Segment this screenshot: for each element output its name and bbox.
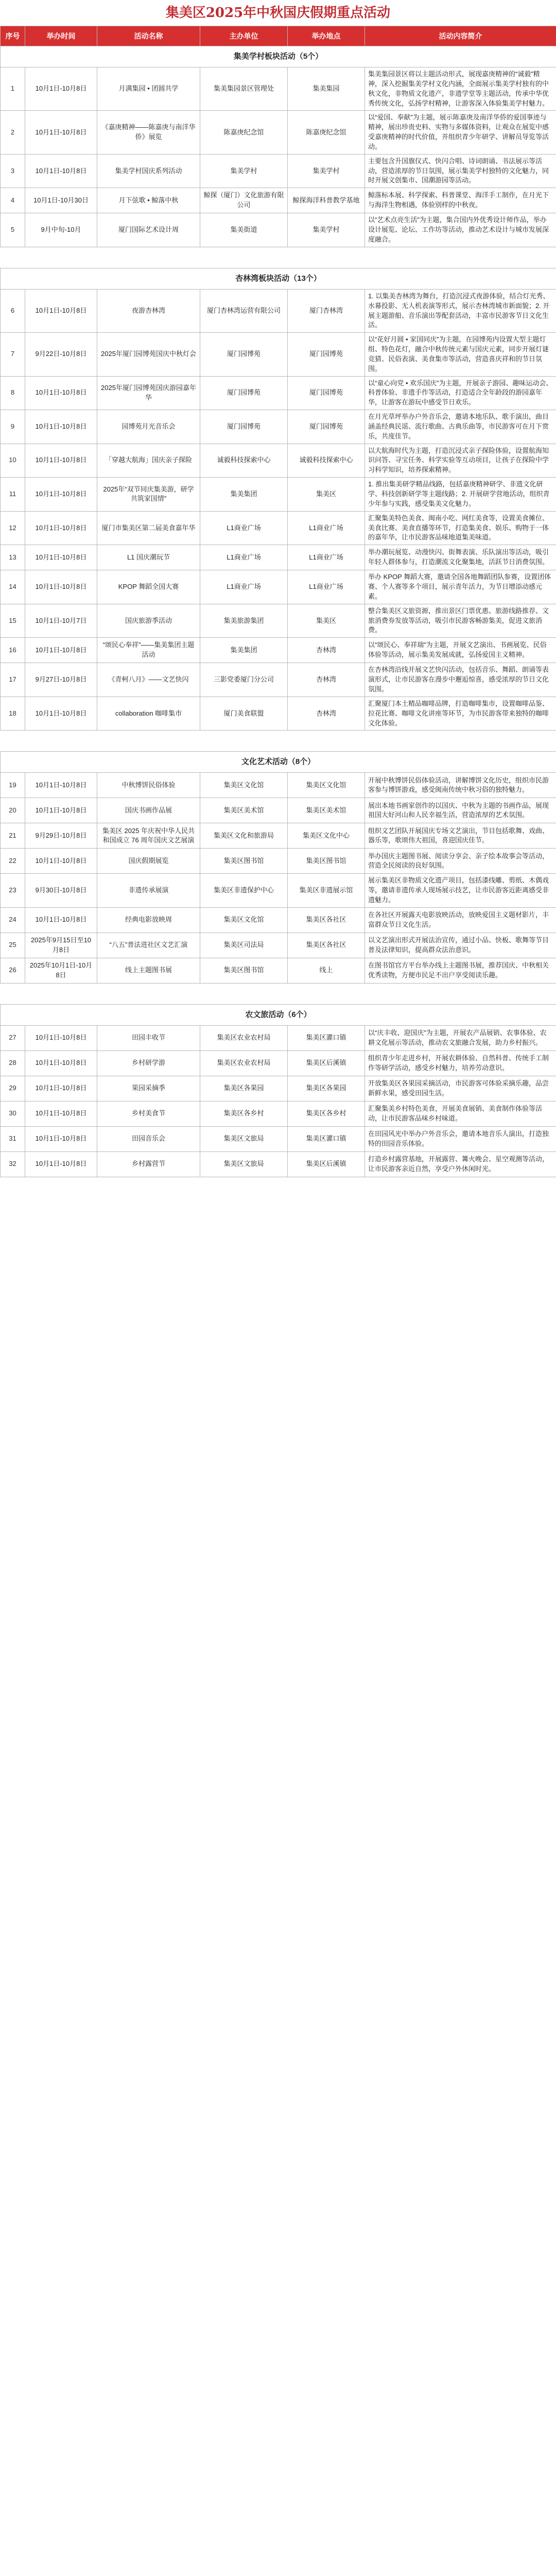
cell-name: L1 国庆潮玩节	[97, 545, 200, 570]
cell-desc: 汇聚集美乡村特色美食，开展美食展销、美食制作体验等活动，让市民游客品味乡村味道。	[365, 1101, 556, 1126]
section-gap-cell	[1, 247, 556, 268]
cell-unit: 集美区农业农村局	[200, 1050, 288, 1076]
cell-name: 夜游杏林湾	[97, 289, 200, 332]
document-page	[0, 0, 556, 1177]
cell-unit: 三影党委厦门分公司	[200, 663, 288, 697]
section-heading-row	[1, 1004, 556, 1025]
cell-place: L1商业广场	[288, 545, 365, 570]
cell-name: 2025年厦门园博苑国庆游园嘉年华	[97, 376, 200, 410]
cell-place: 集美区文化馆	[288, 773, 365, 798]
cell-name: 乡村美食节	[97, 1101, 200, 1126]
cell-no: 17	[1, 663, 25, 697]
table-row	[1, 545, 556, 570]
cell-desc: 打造乡村露营基地，开展露营、篝火晚会、星空观测等活动，让市民游客亲近自然，享受户外休闲时光。	[365, 1151, 556, 1177]
cell-time: 10月1日-10月8日	[25, 410, 97, 444]
cell-no: 21	[1, 823, 25, 849]
cell-time: 10月1日-10月8日	[25, 154, 97, 188]
cell-unit: 集美旅游集团	[200, 604, 288, 638]
cell-time: 10月1日-10月8日	[25, 849, 97, 874]
cell-no: 15	[1, 604, 25, 638]
cell-place: 杏林湾	[288, 663, 365, 697]
cell-name: 厦门国际艺术设计周	[97, 213, 200, 247]
cell-desc: 开放集美区各果园采摘活动，市民游客可体验采摘乐趣，品尝新鲜水果，感受田园生活。	[365, 1076, 556, 1101]
cell-desc: 组织青少年走进乡村，开展农耕体验、自然科普、传统手工制作等研学活动，感受乡村魅力，培养劳动意识。	[365, 1050, 556, 1076]
section-heading-row	[1, 752, 556, 773]
cell-place: 集美区各社区	[288, 907, 365, 933]
cell-time: 10月1日-10月8日	[25, 697, 97, 731]
cell-no: 12	[1, 511, 25, 545]
table-row	[1, 798, 556, 823]
cell-desc: 以大航海时代为主题，打造沉浸式亲子探险体验，设置航海知识问答、寻宝任务、科学实验等互动项目，让孩子在探险中学习科学知识，培养探索精神。	[365, 444, 556, 478]
cell-name: 中秋博饼民俗体验	[97, 773, 200, 798]
cell-unit: 集美区农业农村局	[200, 1025, 288, 1050]
cell-unit: 集美集园景区管理处	[200, 67, 288, 111]
cell-desc: 鲸落标本展、科学探索、科普课堂、海洋手工制作，在月光下与海洋生物相遇，体验别样的中秋夜。	[365, 188, 556, 213]
cell-no: 4	[1, 188, 25, 213]
cell-no: 3	[1, 154, 25, 188]
section-heading: 文化艺术活动（8个）	[1, 752, 556, 773]
cell-place: 厦门园博苑	[288, 410, 365, 444]
cell-place: 集美集园	[288, 67, 365, 111]
cell-name: 厦门市集美区第二届美食嘉年华	[97, 511, 200, 545]
cell-time: 10月1日-10月8日	[25, 478, 97, 512]
cell-name: 乡村露营节	[97, 1151, 200, 1177]
cell-no: 28	[1, 1050, 25, 1076]
cell-no: 32	[1, 1151, 25, 1177]
cell-place: 集美区灌口镇	[288, 1025, 365, 1050]
table-row	[1, 823, 556, 849]
cell-name: 国庆假期展览	[97, 849, 200, 874]
table-row	[1, 958, 556, 983]
section-heading-row	[1, 268, 556, 289]
table-row	[1, 333, 556, 376]
cell-no: 31	[1, 1126, 25, 1151]
cell-unit: 集美区文旅局	[200, 1126, 288, 1151]
cell-time: 10月1日-10月8日	[25, 1050, 97, 1076]
table-row	[1, 570, 556, 604]
table-row	[1, 849, 556, 874]
cell-time: 10月1日-10月8日	[25, 798, 97, 823]
table-row	[1, 1076, 556, 1101]
section-gap-cell	[1, 731, 556, 752]
cell-unit: 集美区司法局	[200, 933, 288, 958]
cell-no: 5	[1, 213, 25, 247]
cell-place: L1商业广场	[288, 570, 365, 604]
cell-name: 田园音乐会	[97, 1126, 200, 1151]
section-heading: 农文旅活动（6个）	[1, 1004, 556, 1025]
cell-unit: 集美区文化和旅游局	[200, 823, 288, 849]
section-gap	[1, 731, 556, 752]
table-row	[1, 478, 556, 512]
cell-no: 2	[1, 111, 25, 154]
header-cell: 举办时间	[25, 26, 97, 46]
cell-time: 10月1日-10月8日	[25, 1076, 97, 1101]
cell-time: 10月1日-10月8日	[25, 570, 97, 604]
cell-desc: 以文艺演出形式开展法治宣传，通过小品、快板、歌舞等节目普及法律知识，提高群众法治意识。	[365, 933, 556, 958]
cell-no: 27	[1, 1025, 25, 1050]
events-table	[0, 26, 556, 1177]
cell-time: 10月1日-10月8日	[25, 511, 97, 545]
cell-place: 集美区非遗展示馆	[288, 874, 365, 908]
cell-time: 10月1日-10月8日	[25, 1025, 97, 1050]
table-row	[1, 410, 556, 444]
cell-place: 杏林湾	[288, 697, 365, 731]
cell-name: 田园丰收节	[97, 1025, 200, 1050]
cell-name: 月下弦歌 • 鲸落中秋	[97, 188, 200, 213]
cell-name: 非遗传承展演	[97, 874, 200, 908]
cell-desc: 以“爱国、奉献”为主题，展示陈嘉庚及南洋华侨的爱国事迹与精神，展出珍贵史料、实物与多媒体资料，让观众在展览中感受嘉庚精神的时代价值，并组织青少年研学、讲解员导览等活动。	[365, 111, 556, 154]
section-gap	[1, 247, 556, 268]
cell-desc: 展示集美区非物质文化遗产项目，包括漆线雕、剪纸、木偶戏等，邀请非遗传承人现场展示技艺，让市民游客近距离感受非遗魅力。	[365, 874, 556, 908]
cell-no: 10	[1, 444, 25, 478]
cell-place: 集美区	[288, 604, 365, 638]
table-header-row	[1, 26, 556, 46]
header-cell: 活动内容简介	[365, 26, 556, 46]
table-row	[1, 376, 556, 410]
cell-place: 集美区后溪镇	[288, 1151, 365, 1177]
cell-time: 10月1日-10月8日	[25, 1151, 97, 1177]
cell-desc: 以“艺术点亮生活”为主题，集合国内外优秀设计师作品，举办设计展览、论坛、工作坊等活动，推动艺术设计与城市发展深度融合。	[365, 213, 556, 247]
table-row	[1, 907, 556, 933]
header-cell: 序号	[1, 26, 25, 46]
cell-name: 集美学村国庆系列活动	[97, 154, 200, 188]
cell-desc: 汇聚集美特色美食、闽南小吃、网红美食等，设置美食摊位、美食比赛、美食直播等环节，打造集美食、娱乐、购物于一体的嘉年华，让市民游客品味地道集美味道。	[365, 511, 556, 545]
table-row	[1, 188, 556, 213]
cell-time: 10月1日-10月8日	[25, 1101, 97, 1126]
cell-unit: 集美区文化馆	[200, 907, 288, 933]
cell-desc: 集美集园景区将以主题活动形式，展现嘉庚精神的“诚毅”精神，深入挖掘集美学村文化内涵，全面展示集美学村独有的中秋文化，非物质文化遗产，非遗学堂等主题活动，传承中华优秀传统文化，弘扬学村精神，让游客深入体验集美学村魅力。	[365, 67, 556, 111]
section-heading-row	[1, 46, 556, 67]
cell-desc: 组织文艺团队开展国庆专场文艺演出，节目包括歌舞、戏曲、器乐等，歌颂伟大祖国，喜迎国庆佳节。	[365, 823, 556, 849]
cell-desc: 整合集美区文旅资源，推出景区门票优惠、旅游线路推荐、文旅消费券发放等活动，吸引市民游客畅游集美，促进文旅消费。	[365, 604, 556, 638]
cell-no: 20	[1, 798, 25, 823]
cell-place: 杏林湾	[288, 638, 365, 663]
table-row	[1, 604, 556, 638]
cell-time: 10月1日-10月8日	[25, 545, 97, 570]
section-heading: 集美学村板块活动（5个）	[1, 46, 556, 67]
cell-name: 乡村研学游	[97, 1050, 200, 1076]
cell-no: 14	[1, 570, 25, 604]
cell-desc: 在各社区开展露天电影放映活动，放映爱国主义题材影片，丰富群众节日文化生活。	[365, 907, 556, 933]
cell-no: 6	[1, 289, 25, 332]
cell-place: 厦门园博苑	[288, 333, 365, 376]
document-title: 集美区2025年中秋国庆假期重点活动	[165, 5, 391, 21]
cell-name: 《青柯八月》——文艺快闪	[97, 663, 200, 697]
cell-time: 9月27日-10月8日	[25, 663, 97, 697]
cell-desc: 汇聚厦门本土精品咖啡品牌，打造咖啡集市，设置咖啡品鉴、拉花比赛、咖啡文化讲座等环节，为市民游客带来独特的咖啡文化体验。	[365, 697, 556, 731]
cell-unit: 厦门园博苑	[200, 376, 288, 410]
table-row	[1, 111, 556, 154]
cell-place: 集美区图书馆	[288, 849, 365, 874]
cell-desc: 在杏林湾沿线开展文艺快闪活动，包括音乐、舞蹈、朗诵等表演形式，让市民游客在漫步中邂逅惊喜，感受浓厚的节日文化氛围。	[365, 663, 556, 697]
cell-no: 9	[1, 410, 25, 444]
cell-place: 集美学村	[288, 213, 365, 247]
cell-no: 26	[1, 958, 25, 983]
cell-name: 经典电影放映周	[97, 907, 200, 933]
cell-desc: 以“花好月圆 • 家国同庆”为主题，在园博苑内设置大型主题灯组、特色花灯，融合中秋传统元素与国庆元素，同步开展灯谜竞猜、民俗表演、美食集市等活动，营造喜庆祥和的节日氛围。	[365, 333, 556, 376]
cell-unit: 陈嘉庚纪念馆	[200, 111, 288, 154]
cell-time: 9月22日-10月8日	[25, 333, 97, 376]
table-body	[1, 46, 556, 1177]
table-row	[1, 933, 556, 958]
cell-no: 19	[1, 773, 25, 798]
table-row	[1, 154, 556, 188]
cell-no: 30	[1, 1101, 25, 1126]
table-row	[1, 697, 556, 731]
table-row	[1, 1151, 556, 1177]
cell-unit: 集美街道	[200, 213, 288, 247]
table-row	[1, 1050, 556, 1076]
table-row	[1, 1101, 556, 1126]
cell-unit: 集美区各乡村	[200, 1101, 288, 1126]
cell-time: 2025年9月15日至10月8日	[25, 933, 97, 958]
cell-desc: 以“庆丰收、迎国庆”为主题，开展农产品展销、农事体验、农耕文化展示等活动，推动农文旅融合发展，助力乡村振兴。	[365, 1025, 556, 1050]
cell-no: 8	[1, 376, 25, 410]
cell-desc: 举办 KPOP 舞蹈大赛，邀请全国各地舞蹈团队参赛，设置团体赛、个人赛等多个项目，展示青年活力，为节日增添动感元素。	[365, 570, 556, 604]
cell-place: 集美区各社区	[288, 933, 365, 958]
cell-name: “八五”普法进社区文艺汇演	[97, 933, 200, 958]
cell-name: 2025年厦门园博苑国庆中秋灯会	[97, 333, 200, 376]
cell-time: 10月1日-10月8日	[25, 907, 97, 933]
section-heading: 杏林湾板块活动（13个）	[1, 268, 556, 289]
section-gap	[1, 983, 556, 1004]
cell-time: 10月1日-10月30日	[25, 188, 97, 213]
cell-place: 厦门杏林湾	[288, 289, 365, 332]
cell-unit: 集美区图书馆	[200, 849, 288, 874]
cell-time: 10月1日-10月8日	[25, 67, 97, 111]
table-row	[1, 289, 556, 332]
cell-time: 9月30日-10月8日	[25, 874, 97, 908]
cell-desc: 开展中秋博饼民俗体验活动，讲解博饼文化历史，组织市民游客参与博饼游戏，感受闽南传统中秋习俗的独特魅力。	[365, 773, 556, 798]
section-gap-cell	[1, 983, 556, 1004]
header-cell: 活动名称	[97, 26, 200, 46]
cell-no: 16	[1, 638, 25, 663]
cell-no: 11	[1, 478, 25, 512]
cell-time: 9月中旬-10月	[25, 213, 97, 247]
cell-name: 《嘉庚精神——陈嘉庚与南洋华侨》展览	[97, 111, 200, 154]
table-row	[1, 638, 556, 663]
cell-unit: L1商业广场	[200, 570, 288, 604]
cell-unit: 厦门美食联盟	[200, 697, 288, 731]
table-row	[1, 773, 556, 798]
cell-place: 集美区文化中心	[288, 823, 365, 849]
cell-place: 诚毅科技探索中心	[288, 444, 365, 478]
cell-time: 10月1日-10月8日	[25, 638, 97, 663]
cell-desc: 1. 以集美杏林湾为舞台，打造沉浸式夜游体验，结合灯光秀、水幕投影、无人机表演等形式，展示杏林湾城市新面貌；2. 开展主题游船、音乐演出等配套活动，丰富市民游客节日文化生活。	[365, 289, 556, 332]
table-row	[1, 663, 556, 697]
cell-desc: 举办潮玩展览、动漫快闪、街舞表演、乐队演出等活动，吸引年轻人群体参与，打造潮流文化聚集地，活跃节日消费氛围。	[365, 545, 556, 570]
cell-unit: 厦门园博苑	[200, 333, 288, 376]
cell-place: 线上	[288, 958, 365, 983]
cell-desc: 在月光草坪举办户外音乐会，邀请本地乐队、歌手演出，曲目涵盖经典民谣、流行歌曲、古典乐曲等，市民游客可在月下赏乐，共度佳节。	[365, 410, 556, 444]
cell-place: 厦门园博苑	[288, 376, 365, 410]
cell-time: 2025年10月1日-10月8日	[25, 958, 97, 983]
cell-no: 24	[1, 907, 25, 933]
cell-no: 18	[1, 697, 25, 731]
cell-place: 陈嘉庚纪念馆	[288, 111, 365, 154]
cell-name: collaboration 咖啡集市	[97, 697, 200, 731]
cell-unit: L1商业广场	[200, 545, 288, 570]
cell-desc: 以“童心向党 • 欢乐国庆”为主题，开展亲子游园、趣味运动会、科普体验、非遗手作等活动，打造适合全年龄段的游园嘉年华，让游客在游玩中感受节日欢乐。	[365, 376, 556, 410]
cell-time: 10月1日-10月8日	[25, 444, 97, 478]
table-row	[1, 67, 556, 111]
cell-place: 集美区美术馆	[288, 798, 365, 823]
cell-name: 月满集园 • 团圆共学	[97, 67, 200, 111]
cell-no: 13	[1, 545, 25, 570]
cell-time: 10月1日-10月8日	[25, 773, 97, 798]
cell-name: 国庆书画作品展	[97, 798, 200, 823]
table-row	[1, 511, 556, 545]
cell-desc: 以“颂民心、奉祥瑞”为主题，开展文艺演出、书画展览、民俗体验等活动，展示集美发展成就，弘扬爱国主义精神。	[365, 638, 556, 663]
table-row	[1, 444, 556, 478]
cell-no: 25	[1, 933, 25, 958]
cell-desc: 展出本地书画家创作的以国庆、中秋为主题的书画作品，展现祖国大好河山和人民幸福生活，营造浓厚的艺术氛围。	[365, 798, 556, 823]
cell-unit: 诚毅科技探索中心	[200, 444, 288, 478]
cell-unit: L1商业广场	[200, 511, 288, 545]
cell-unit: 集美区美术馆	[200, 798, 288, 823]
cell-desc: 主要包含升国旗仪式、快闪合唱、诗词朗诵、书法展示等活动，营造浓厚的节日氛围，展示集美学村独特的文化魅力，同时开展文创集市、国潮游园等活动。	[365, 154, 556, 188]
cell-unit: 厦门园博苑	[200, 410, 288, 444]
cell-name: 「穿越大航海」国庆亲子探险	[97, 444, 200, 478]
cell-time: 10月1日-10月7日	[25, 604, 97, 638]
cell-place: 集美区	[288, 478, 365, 512]
cell-no: 22	[1, 849, 25, 874]
cell-time: 10月1日-10月8日	[25, 1126, 97, 1151]
table-row	[1, 1025, 556, 1050]
cell-no: 1	[1, 67, 25, 111]
cell-place: 鲸探海洋科普教学基地	[288, 188, 365, 213]
cell-name: 2025年“双节同庆集美游，研学共筑家国情”	[97, 478, 200, 512]
cell-place: 集美区灌口镇	[288, 1126, 365, 1151]
cell-desc: 1. 推出集美研学精品线路，包括嘉庚精神研学、非遗文化研学、科技创新研学等主题线路；2. 开展研学营地活动，组织青少年参与实践，感受集美文化魅力。	[365, 478, 556, 512]
cell-unit: 集美区图书馆	[200, 958, 288, 983]
cell-time: 10月1日-10月8日	[25, 111, 97, 154]
cell-no: 7	[1, 333, 25, 376]
cell-place: 集美区各果园	[288, 1076, 365, 1101]
cell-name: “颂民心奉祥”——集美集团主题活动	[97, 638, 200, 663]
cell-unit: 集美区非遗保护中心	[200, 874, 288, 908]
cell-name: KPOP 舞蹈全国大赛	[97, 570, 200, 604]
cell-unit: 集美学村	[200, 154, 288, 188]
cell-name: 园博苑月光音乐会	[97, 410, 200, 444]
cell-unit: 鲸探（厦门）文化旅游有限公司	[200, 188, 288, 213]
cell-unit: 集美区各果园	[200, 1076, 288, 1101]
cell-no: 29	[1, 1076, 25, 1101]
cell-place: 集美区各乡村	[288, 1101, 365, 1126]
cell-unit: 集美区文化馆	[200, 773, 288, 798]
cell-unit: 集美集团	[200, 638, 288, 663]
table-row	[1, 1126, 556, 1151]
header-cell: 主办单位	[200, 26, 288, 46]
cell-desc: 举办国庆主题图书展、阅读分享会、亲子绘本故事会等活动，营造全民阅读的良好氛围。	[365, 849, 556, 874]
cell-time: 10月1日-10月8日	[25, 376, 97, 410]
cell-unit: 集美区文旅局	[200, 1151, 288, 1177]
cell-name: 果园采摘季	[97, 1076, 200, 1101]
cell-place: L1商业广场	[288, 511, 365, 545]
cell-unit: 集美集团	[200, 478, 288, 512]
cell-no: 23	[1, 874, 25, 908]
table-row	[1, 213, 556, 247]
cell-time: 9月29日-10月8日	[25, 823, 97, 849]
cell-unit: 厦门杏林湾运营有限公司	[200, 289, 288, 332]
cell-time: 10月1日-10月8日	[25, 289, 97, 332]
cell-name: 集美区 2025 年庆祝中华人民共和国成立 76 周年国庆文艺展演	[97, 823, 200, 849]
table-row	[1, 874, 556, 908]
cell-place: 集美学村	[288, 154, 365, 188]
header-cell: 举办地点	[288, 26, 365, 46]
cell-place: 集美区后溪镇	[288, 1050, 365, 1076]
cell-desc: 在图书馆官方平台举办线上主题图书展，推荐国庆、中秋相关优秀读物，方便市民足不出户享受阅读乐趣。	[365, 958, 556, 983]
cell-name: 线上主题图书展	[97, 958, 200, 983]
cell-name: 国庆旅游季活动	[97, 604, 200, 638]
cell-desc: 在田园风光中举办户外音乐会，邀请本地音乐人演出，打造独特的田园音乐体验。	[365, 1126, 556, 1151]
